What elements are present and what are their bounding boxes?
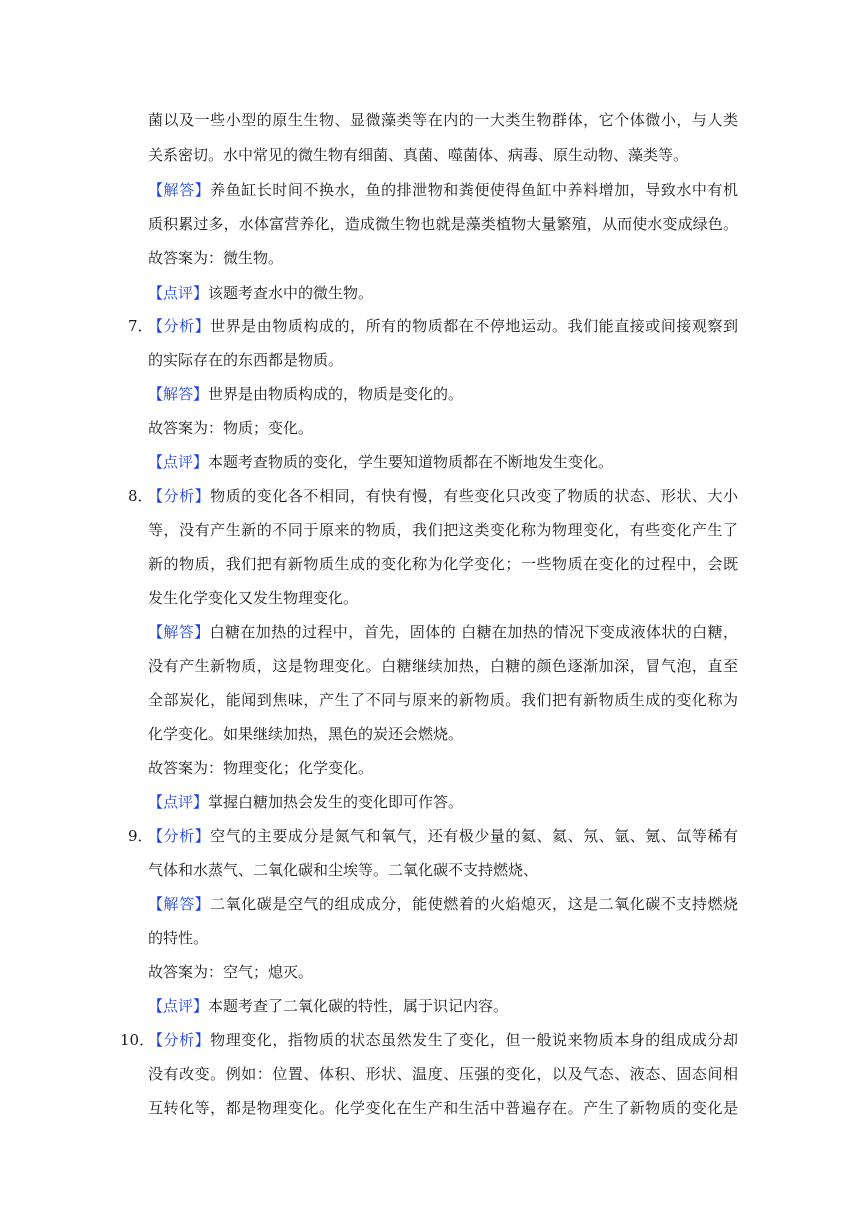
analysis-tag: 【分析】 — [148, 317, 211, 335]
text-line: 【点评】本题考查物质的变化，学生要知道物质都在不断地发生变化。 — [148, 453, 614, 471]
text-line: 化学变化。如果继续加热，黑色的炭还会燃烧。 — [148, 725, 464, 743]
text-line: 【解答】二氧化碳是空气的组成成分，能使燃着的火焰熄灭，这是二氧化碳不支持燃烧 — [148, 895, 738, 913]
text-line: 等，没有产生新的不同于原来的物质，我们把这类变化称为物理变化，有些变化产生了 — [148, 521, 738, 539]
text-line: 【分析】空气的主要成分是氮气和氧气，还有极少量的氦、氦、氖、氩、氪、氙等稀有 — [148, 827, 738, 845]
text-line: 没有改变。例如：位置、体积、形状、温度、压强的变化，以及气态、液态、固态间相 — [148, 1065, 738, 1083]
text-line: 菌以及一些小型的原生生物、显微藻类等在内的一大类生物群体，它个体微小，与人类 — [148, 111, 738, 129]
text-line: 故答案为：物质；变化。 — [148, 419, 314, 437]
text-line: 【分析】物理变化，指物质的状态虽然发生了变化，但一般说来物质本身的组成成分却 — [148, 1031, 738, 1049]
question-number: 9． — [128, 827, 153, 845]
text-line: 互转化等，都是物理变化。化学变化在生产和生活中普遍存在。产生了新物质的变化是 — [148, 1099, 738, 1117]
text-line: 故答案为：物理变化；化学变化。 — [148, 759, 374, 777]
question-number: 8． — [128, 487, 153, 505]
question-number: 10． — [120, 1031, 155, 1049]
text-line: 【点评】本题考查了二氧化碳的特性，属于识记内容。 — [148, 997, 509, 1015]
text-line: 全部炭化，能闻到焦味，产生了不同与原来的新物质。我们把有新物质生成的变化称为 — [148, 691, 738, 709]
text-line: 【点评】该题考查水中的微生物。 — [148, 284, 374, 302]
comment-tag: 【点评】 — [148, 284, 209, 302]
answer-tag: 【解答】 — [148, 385, 209, 403]
text-line: 气体和水蒸气、二氧化碳和尘埃等。二氧化碳不支持燃烧、 — [148, 861, 539, 879]
text-line: 关系密切。水中常见的微生物有细菌、真菌、噬菌体、病毒、原生动物、藻类等。 — [148, 146, 689, 164]
answer-tag: 【解答】 — [148, 623, 210, 641]
text-line: 的特性。 — [148, 929, 209, 947]
text-line: 【解答】世界是由物质构成的，物质是变化的。 — [148, 385, 464, 403]
text-line: 质积累过多，水体富营养化，造成微生物也就是藻类植物大量繁殖，从而使水变成绿色。 — [148, 215, 738, 233]
analysis-tag: 【分析】 — [148, 487, 211, 505]
text-line: 的实际存在的东西都是物质。 — [148, 351, 344, 369]
text-line: 新的物质，我们把有新物质生成的变化称为化学变化；一些物质在变化的过程中，会既 — [148, 555, 738, 573]
text-line: 【分析】物质的变化各不相同，有快有慢，有些变化只改变了物质的状态、形状、大小 — [148, 487, 738, 505]
text-line: 没有产生新物质，这是物理变化。白糖继续加热，白糖的颜色逐渐加深，冒气泡，直至 — [148, 657, 738, 675]
text-line: 故答案为：微生物。 — [148, 249, 284, 267]
answer-tag: 【解答】 — [148, 181, 211, 199]
comment-tag: 【点评】 — [148, 997, 209, 1015]
text-line: 【解答】白糖在加热的过程中，首先，固体的 白糖在加热的情况下变成液体状的白糖， — [148, 623, 738, 641]
comment-tag: 【点评】 — [148, 453, 209, 471]
text-line: 【解答】养鱼缸长时间不换水，鱼的排泄物和粪便使得鱼缸中养料增加，导致水中有机 — [148, 181, 738, 199]
question-number: 7． — [128, 317, 153, 335]
analysis-tag: 【分析】 — [148, 827, 211, 845]
text-line: 发生化学变化又发生物理变化。 — [148, 589, 359, 607]
comment-tag: 【点评】 — [148, 793, 209, 811]
answer-tag: 【解答】 — [148, 895, 211, 913]
text-line: 故答案为：空气；熄灭。 — [148, 963, 314, 981]
analysis-tag: 【分析】 — [148, 1031, 211, 1049]
text-line: 【点评】掌握白糖加热会发生的变化即可作答。 — [148, 793, 464, 811]
text-line: 【分析】世界是由物质构成的，所有的物质都在不停地运动。我们能直接或间接观察到 — [148, 317, 738, 335]
